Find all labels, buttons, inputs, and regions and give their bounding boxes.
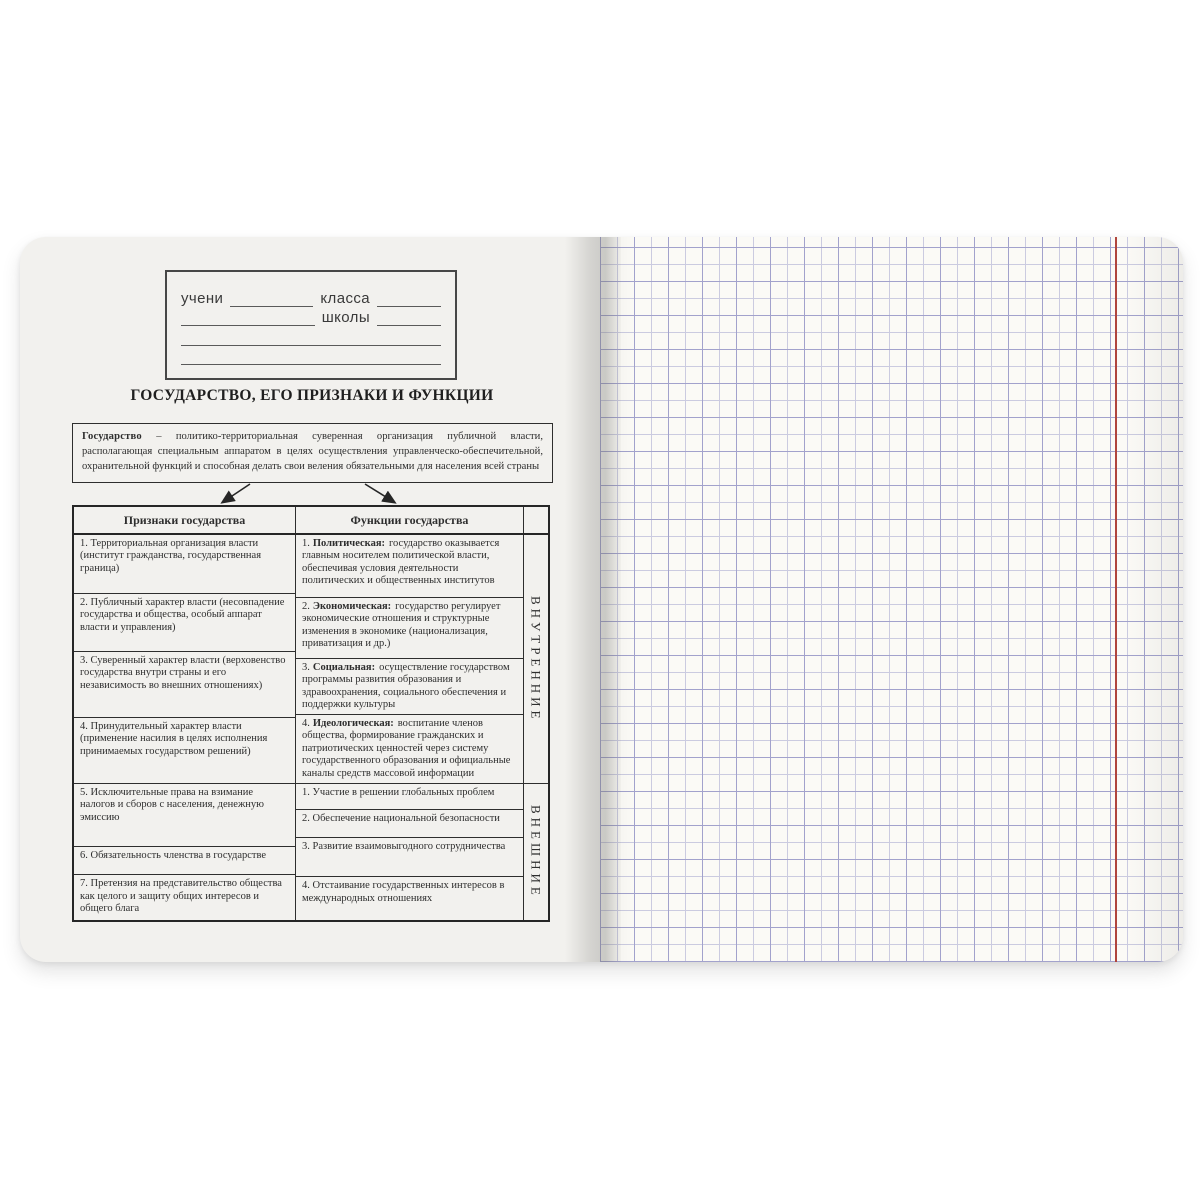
functions-internal-column (296, 535, 524, 783)
function-external-cell: 3. Развитие взаимовыгодного сотрудничества (296, 837, 523, 877)
function-number: 2. (302, 601, 310, 612)
feature-cell: 5. Исключительные права на взимание налогов и сборов с населения, денежную эмиссию (80, 787, 264, 823)
group-label-internal-cell (524, 535, 548, 783)
function-text: государство оказывается главным носителем политической власти, обеспечивая условия деятельности политических и общественных институтов (302, 538, 500, 587)
function-number: 3. (302, 662, 310, 673)
feature-cell: 4. Принудительный характер власти (применение насилия в целях исполнения принимаемых государством решений) (74, 717, 295, 783)
feature-cell: 6. Обязательность членства в государстве (74, 846, 295, 875)
state-features-functions-table (72, 505, 550, 922)
table-header-features: Признаки государства (74, 507, 296, 533)
function-number: 4. (302, 718, 310, 729)
blank-line (230, 291, 313, 307)
function-text: государство регулирует экономические отношения и структурные изменения в экономике (национализация, приватизация и др.) (302, 601, 501, 650)
group-label-external: ВНЕШНИЕ (528, 805, 544, 899)
nameplate-row-4 (181, 346, 441, 366)
blank-line (377, 291, 441, 307)
nameplate-row-1 (181, 287, 441, 307)
internal-band (74, 535, 548, 783)
blank-line (181, 310, 315, 326)
feature-cell: 2. Публичный характер власти (несовпадение государства и общества, особый аппарат власти и управления) (74, 593, 295, 651)
function-internal-cell (296, 658, 523, 714)
external-band (74, 783, 548, 920)
feature-cell: 7. Претензия на представительство общества как целого и защиту общих интересов и общего блага (74, 874, 295, 920)
feature-cell: 1. Территориальная организация власти (институт гражданства, государственная граница) (80, 538, 262, 574)
definition-term: Государство (82, 431, 142, 442)
notebook-spread (20, 237, 1183, 962)
student-label: учени (181, 289, 224, 307)
function-external-cell: 2. Обеспечение национальной безопасности (296, 809, 523, 837)
blank-line (377, 310, 441, 326)
features-column (74, 535, 296, 783)
function-term: Социальная: (312, 662, 376, 673)
function-text: воспитание членов общества, формирование гражданских и патриотических ценностей через систему государственного образования и официальные каналы средств массовой информации (302, 718, 511, 779)
function-term: Политическая: (312, 538, 385, 549)
group-strip-external (524, 784, 548, 920)
function-term: Экономическая: (312, 601, 392, 612)
function-number: 1. (302, 538, 310, 549)
nameplate-row-2 (181, 307, 441, 327)
group-strip-internal (524, 535, 548, 783)
definition-text: – политико-территориальная суверенная организация публичной власти, располагающая специальным аппаратом в целях осуществления управленческо-обеспечительной, охранительной функций и способная делать свои веления обязательными для населения всей страны (82, 431, 544, 473)
function-term: Идеологическая: (312, 718, 394, 729)
school-label: школы (321, 309, 370, 326)
function-external-cell: 1. Участие в решении глобальных проблем (302, 787, 495, 798)
binding-gutter-shadow (565, 237, 621, 962)
page-title: ГОСУДАРСТВО, ЕГО ПРИЗНАКИ И ФУНКЦИИ (130, 387, 494, 404)
function-text: осуществление государством программы развития образования и здравоохранения, социального обеспечения и поддержки культуры (302, 662, 510, 711)
table-header-strip (524, 507, 548, 533)
function-external-cell: 4. Отстаивание государственных интересов в международных отношениях (296, 876, 523, 920)
nameplate-row-3 (181, 326, 441, 346)
arrow-down-right-icon (365, 484, 394, 502)
class-label: класса (320, 289, 370, 307)
function-internal-cell (296, 535, 523, 597)
blank-line (181, 330, 441, 346)
table-header-functions: Функции государства (296, 507, 524, 533)
table-header-row (74, 507, 548, 535)
definition-box (72, 423, 553, 483)
function-internal-cell (296, 714, 523, 783)
nameplate-box (165, 270, 457, 380)
page-edge-shading (600, 237, 1183, 962)
functions-external-column (296, 784, 524, 920)
function-internal-cell (296, 597, 523, 658)
features-column-external (74, 784, 296, 920)
group-label-internal: ВНУТРЕННИЕ (528, 595, 544, 723)
blank-line (181, 349, 441, 365)
feature-cell: 3. Суверенный характер власти (верховенство государства внутри страны и его независимость во внешних отношениях) (74, 651, 295, 717)
squared-paper-page (600, 237, 1183, 962)
group-label-external-cell (524, 784, 548, 920)
branch-arrows (72, 483, 553, 505)
arrow-down-left-icon (223, 484, 250, 502)
